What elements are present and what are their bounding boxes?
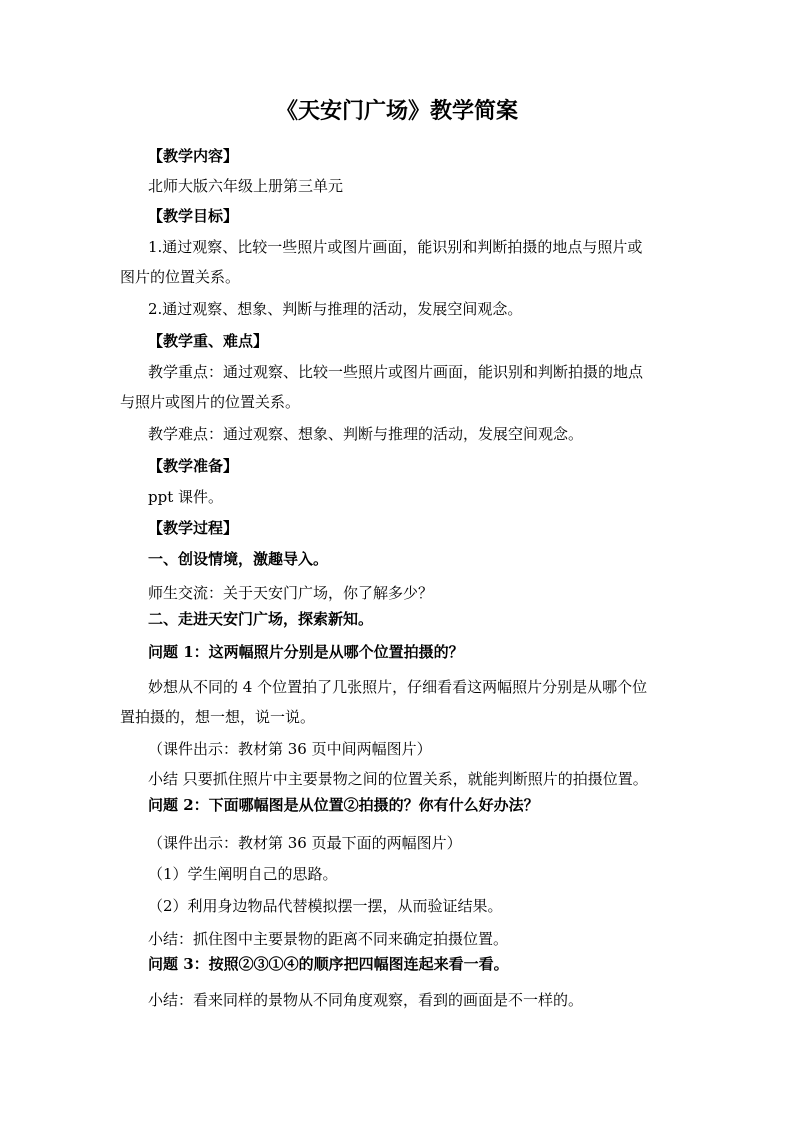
paragraph-line: 小结 只要抓住照片中主要景物之间的位置关系，就能判断照片的拍摄位置。: [148, 770, 648, 788]
paragraph-line: 北师大版六年级上册第三单元: [148, 177, 344, 195]
paragraph-line: （1）学生阐明自己的思路。: [148, 865, 338, 883]
paragraph-line: 置拍摄的，想一想，说一说。: [120, 708, 316, 726]
question-heading: 问题 3：按照②③①④的顺序把四幅图连起来看一看。: [148, 955, 509, 973]
paragraph-line: （课件出示：教材第 36 页最下面的两幅图片）: [148, 834, 462, 852]
section-heading-preparation: 【教学准备】: [148, 457, 239, 475]
step-heading: 一、创设情境，激趣导入。: [148, 550, 329, 568]
section-heading-key-points: 【教学重、难点】: [148, 332, 269, 350]
paragraph-line: 1.通过观察、比较一些照片或图片画面，能识别和判断拍摄的地点与照片或: [148, 238, 643, 256]
step-heading: 二、走进天安门广场，探索新知。: [148, 610, 374, 628]
paragraph-line: 师生交流：关于天安门广场，你了解多少？: [148, 584, 434, 602]
paragraph-line: 小结：抓住图中主要景物的距离不同来确定拍摄位置。: [148, 930, 509, 948]
paragraph-line: （2）利用身边物品代替模拟摆一摆，从而验证结果。: [148, 897, 503, 915]
section-heading-content: 【教学内容】: [148, 147, 239, 165]
section-heading-objectives: 【教学目标】: [148, 207, 239, 225]
question-heading: 问题 1：这两幅照片分别是从哪个位置拍摄的？: [148, 643, 464, 661]
paragraph-line: 2.通过观察、想象、判断与推理的活动，发展空间观念。: [148, 300, 523, 318]
paragraph-line: 图片的位置关系。: [120, 268, 241, 286]
question-heading: 问题 2：下面哪幅图是从位置②拍摄的？你有什么好办法？: [148, 796, 539, 814]
document-title: 《天安门广场》教学简案: [275, 98, 518, 124]
paragraph-line: 妙想从不同的 4 个位置拍了几张照片，仔细看看这两幅照片分别是从哪个位: [148, 678, 648, 696]
paragraph-line: （课件出示：教材第 36 页中间两幅图片）: [148, 740, 432, 758]
paragraph-line: 教学难点：通过观察、想象、判断与推理的活动，发展空间观念。: [148, 425, 584, 443]
paragraph-line: 小结：看来同样的景物从不同角度观察，看到的画面是不一样的。: [148, 991, 584, 1009]
paragraph-line: 与照片或图片的位置关系。: [120, 393, 301, 411]
paragraph-line: 教学重点：通过观察、比较一些照片或图片画面，能识别和判断拍摄的地点: [148, 363, 644, 381]
paragraph-line: ppt 课件。: [148, 488, 224, 506]
section-heading-process: 【教学过程】: [148, 519, 239, 537]
